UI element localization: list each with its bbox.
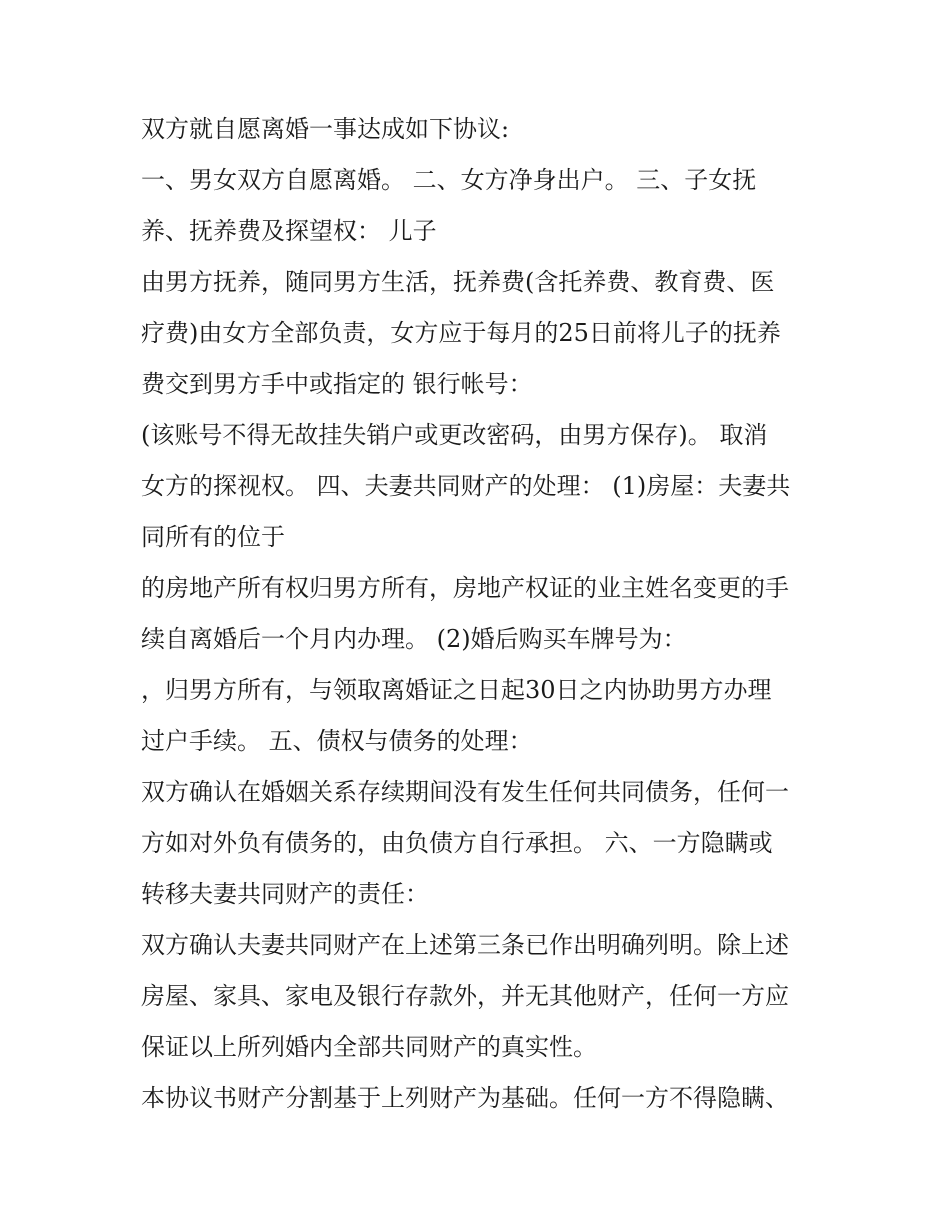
text-line: (该账号不得无故挂失销户或更改密码，由男方保存)。 取消: [141, 421, 768, 449]
text-line: 转移夫妻共同财产的责任：: [141, 880, 429, 908]
text-line: 由男方抚养，随同男方生活，抚养费(含托养费、教育费、医: [141, 268, 775, 296]
text-line: 保证以上所列婚内全部共同财产的真实性。: [141, 1033, 597, 1061]
text-line: 方如对外负有债务的，由负债方自行承担。 六、一方隐瞒或: [141, 829, 773, 857]
text-line: 过户手续。 五、债权与债务的处理：: [141, 727, 533, 755]
text-line: 女方的探视权。 四、夫妻共同财产的处理： (1)房屋：夫妻共: [141, 472, 791, 500]
text-line: 费交到男方手中或指定的 银行帐号：: [141, 370, 533, 398]
text-line: 双方就自愿离婚一事达成如下协议:: [141, 115, 510, 143]
text-line: 本协议书财产分割基于上列财产为基础。任何一方不得隐瞒、: [141, 1084, 789, 1112]
text-line: 疗费)由女方全部负责，女方应于每月的25日前将儿子的抚养: [141, 319, 781, 347]
text-line: 的房地产所有权归男方所有，房地产权证的业主姓名变更的手: [141, 574, 789, 602]
text-line: 双方确认在婚姻关系存续期间没有发生任何共同债务，任何一: [141, 778, 789, 806]
text-line: 同所有的位于: [141, 523, 285, 551]
text-line: 双方确认夫妻共同财产在上述第三条已作出明确列明。除上述: [141, 931, 789, 959]
text-line: ，归男方所有，与领取离婚证之日起30日之内协助男方办理: [141, 676, 772, 704]
text-line: 养、抚养费及探望权： 儿子: [141, 217, 437, 245]
text-line: 房屋、家具、家电及银行存款外，并无其他财产，任何一方应: [141, 982, 789, 1010]
text-line: 续自离婚后一个月内办理。 (2)婚后购买车牌号为：: [141, 625, 687, 653]
text-line: 一、男女双方自愿离婚。 二、女方净身出户。 三、子女抚: [141, 166, 757, 194]
